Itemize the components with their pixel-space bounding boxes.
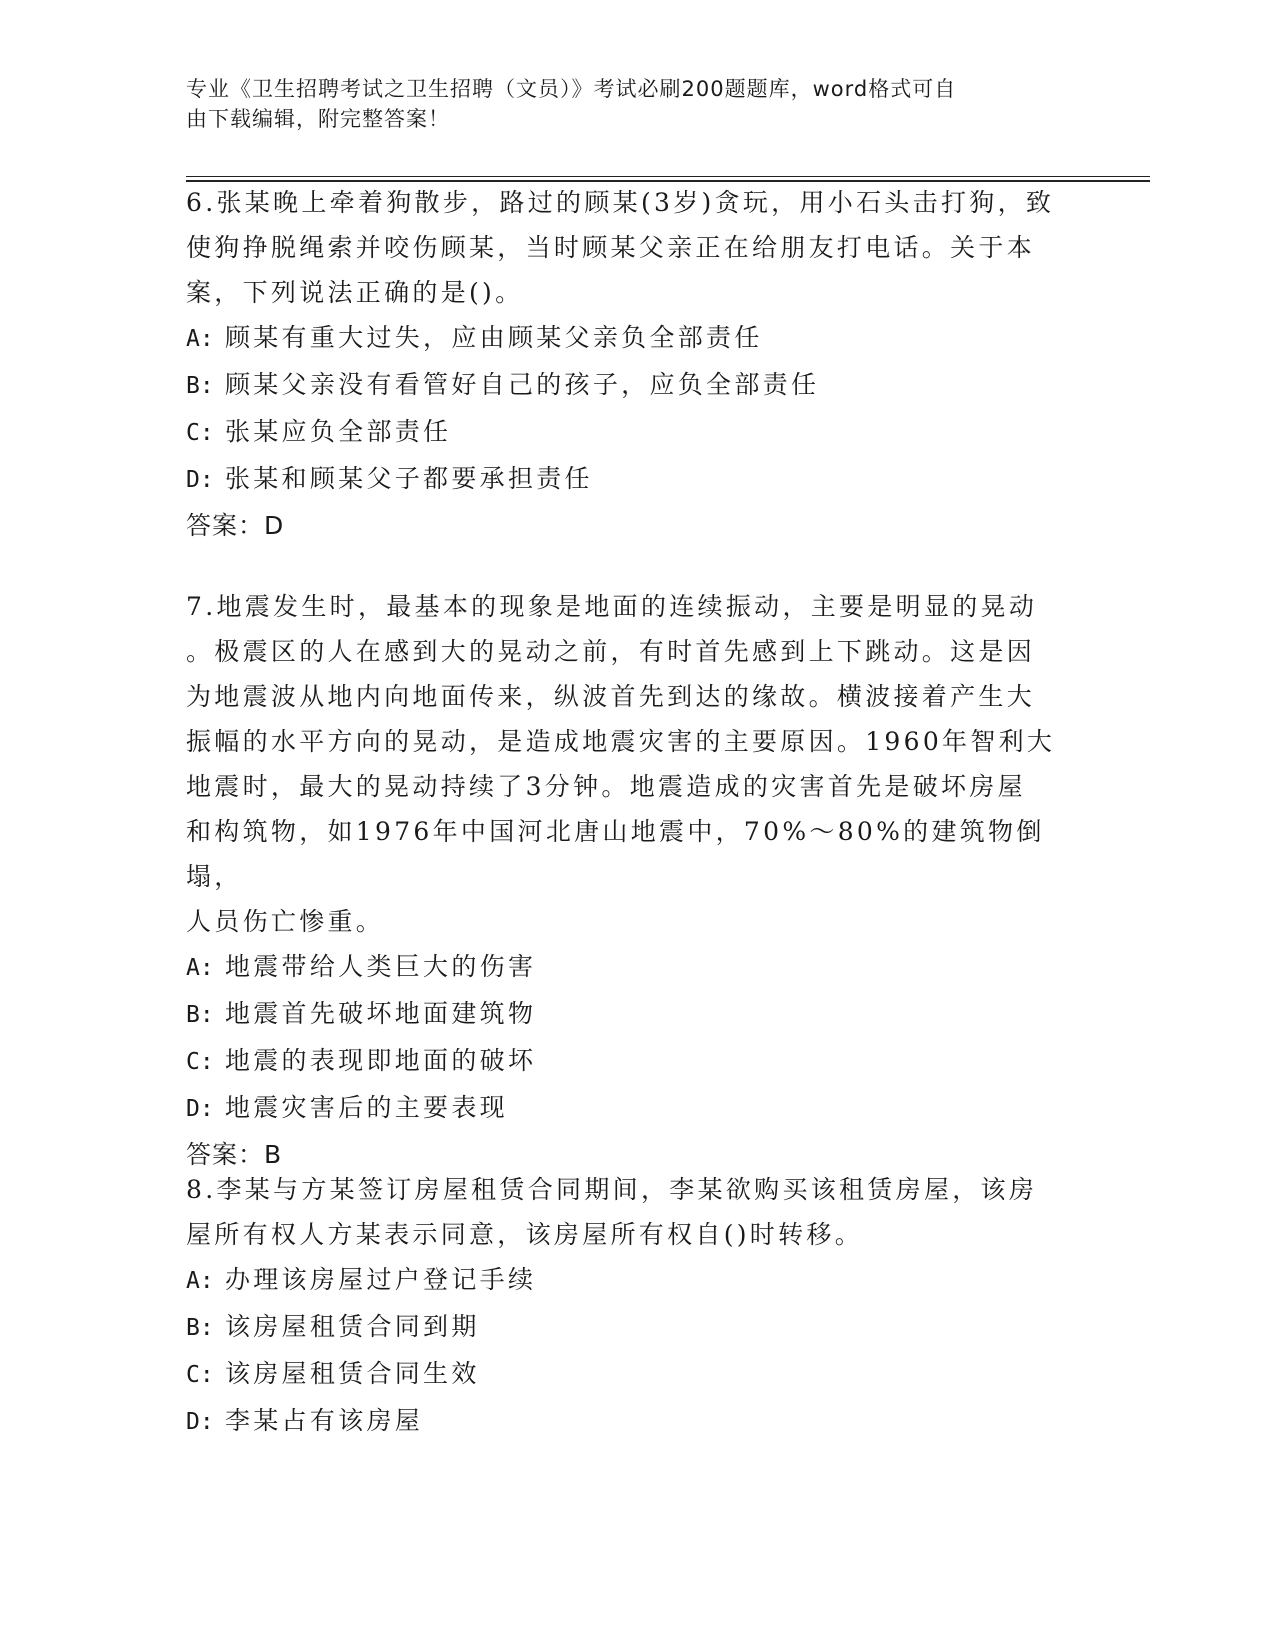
question-line: 地震时，最大的晃动持续了3分钟。地震造成的灾害首先是破坏房屋 [186,772,1026,801]
question-line: 7.地震发生时，最基本的现象是地面的连续振动，主要是明显的晃动 [186,592,1038,621]
question-line: 8.李某与方某签订房屋租赁合同期间，李某欲购买该租赁房屋，该房 [186,1175,1038,1204]
question-line: 为地震波从地内向地面传来，纵波首先到达的缘故。横波接着产生大 [186,682,1036,711]
question-line: 使狗挣脱绳索并咬伤顾某，当时顾某父亲正在给朋友打电话。关于本 [186,233,1036,262]
answer-line: 答案：B [186,1140,283,1169]
answer-line: 答案：D [186,511,285,540]
question-8 [186,1167,1066,1445]
question-line: 和构筑物，如1976年中国河北唐山地震中，70%～80%的建筑物倒塌， [186,817,1045,891]
option-d: D: 地震灾害后的主要表现 [186,1093,508,1122]
question-line: 人员伤亡惨重。 [186,907,385,936]
option-d: D: 张某和顾某父子都要承担责任 [186,464,593,493]
option-a: A: 顾某有重大过失，应由顾某父亲负全部责任 [186,323,763,352]
question-line: 。极震区的人在感到大的晃动之前，有时首先感到上下跳动。这是因 [186,637,1036,666]
option-d: D: 李某占有该房屋 [186,1406,424,1435]
option-b: B: 该房屋租赁合同到期 [186,1312,480,1341]
header-rule-thin [186,176,1150,177]
question-line: 振幅的水平方向的晃动，是造成地震灾害的主要原因。1960年智利大 [186,727,1056,756]
option-a: A: 地震带给人类巨大的伤害 [186,952,537,981]
header-line-2: 由下载编辑，附完整答案！ [186,107,450,131]
document-header [186,74,1066,134]
option-c: C: 地震的表现即地面的破坏 [186,1046,537,1075]
question-line: 案，下列说法正确的是()。 [186,278,524,307]
option-a: A: 办理该房屋过户登记手续 [186,1265,537,1294]
option-c: C: 该房屋租赁合同生效 [186,1359,480,1388]
question-line: 屋所有权人方某表示同意，该房屋所有权自()时转移。 [186,1220,864,1249]
question-6 [186,180,1066,548]
question-line: 6.张某晚上牵着狗散步，路过的顾某(3岁)贪玩，用小石头击打狗，致 [186,188,1055,217]
option-b: B: 顾某父亲没有看管好自己的孩子，应负全部责任 [186,370,820,399]
option-b: B: 地震首先破坏地面建筑物 [186,999,537,1028]
question-7 [186,584,1066,1177]
option-c: C: 张某应负全部责任 [186,417,452,446]
header-line-1: 专业《卫生招聘考试之卫生招聘（文员）》考试必刷200题题库，word格式可自 [186,77,957,101]
